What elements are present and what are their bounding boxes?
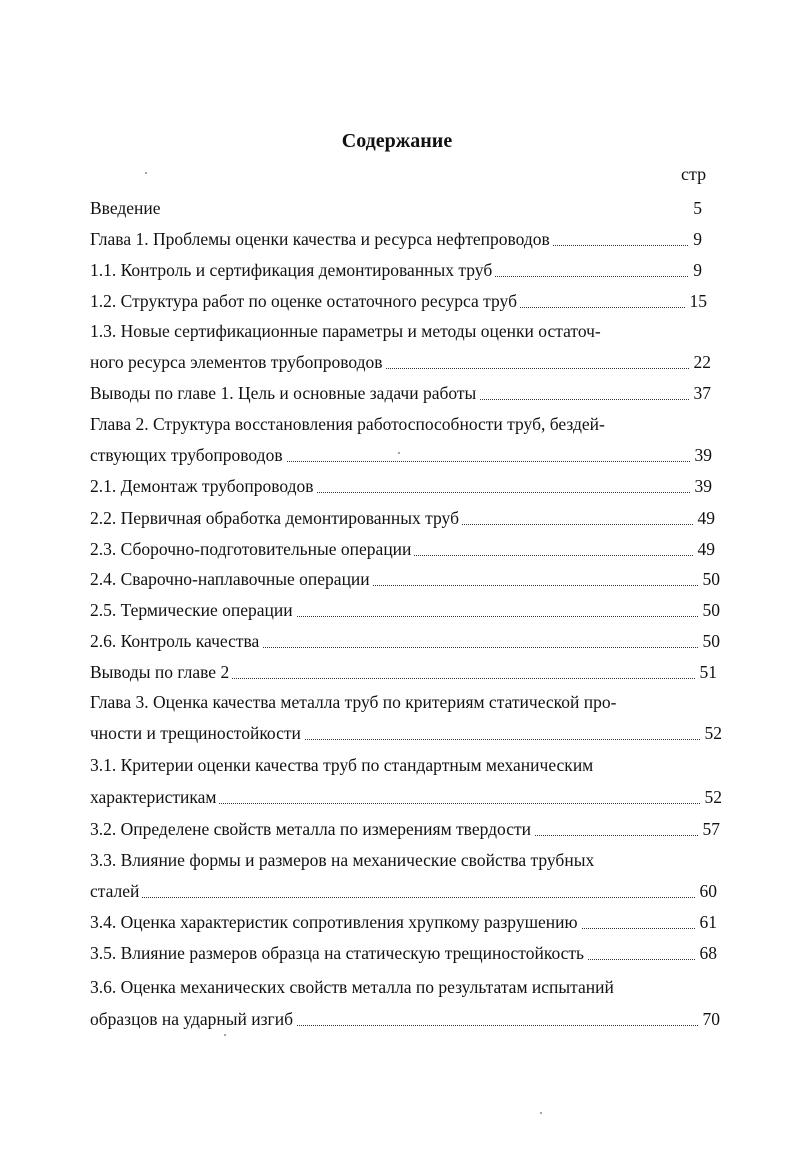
toc-entry-title: Выводы по главе 1. Цель и основные задачи работы (90, 381, 479, 405)
toc-entry-page: 22 (690, 350, 712, 374)
toc-entry-page: 15 (686, 289, 708, 313)
toc-entry-title: 1.1. Контроль и сертификация демонтированных труб (90, 258, 495, 282)
toc-entry-page: 50 (699, 629, 721, 653)
toc-entry-title: 1.2. Структура работ по оценке остаточного ресурса труб (90, 289, 520, 313)
scan-speck (540, 1112, 542, 1114)
toc-entry (90, 941, 717, 965)
toc-entry-title: Глава 1. Проблемы оценки качества и ресурса нефтепроводов (90, 227, 553, 251)
toc-entry-title: Введение (90, 196, 164, 220)
page-column-label: стр (681, 164, 707, 184)
toc-entry-title: 3.6. Оценка механических свойств металла по результатам испытаний (90, 975, 617, 999)
toc-entry-page: 51 (696, 660, 718, 684)
toc-entry-title: сталей (90, 879, 142, 903)
toc-entry (90, 629, 720, 653)
toc-entry-title: 2.4. Сварочно-наплавочные операции (90, 567, 373, 591)
toc-entry-page: 57 (699, 817, 721, 841)
toc-entry-page: 9 (689, 258, 702, 282)
toc-entry (90, 690, 718, 714)
toc-entry-page: 52 (701, 721, 723, 745)
toc-entry-title: ного ресурса элементов трубопроводов (90, 350, 386, 374)
toc-entry (90, 721, 722, 745)
toc-entry (90, 196, 702, 220)
toc-entry (90, 660, 717, 684)
toc-entry-page: 61 (696, 910, 718, 934)
toc-entry-title: Выводы по главе 2 (90, 660, 232, 684)
toc-entry-page: 60 (696, 879, 718, 903)
toc-entry-page: 37 (690, 381, 712, 405)
toc-entry-title: 1.3. Новые сертификационные параметры и методы оценки остаточ- (90, 319, 604, 343)
toc-entry (90, 350, 711, 374)
toc-entry (90, 848, 718, 872)
toc-entry-title: 2.5. Термические операции (90, 598, 296, 622)
toc-entry-page: 9 (689, 227, 702, 251)
toc-entry (90, 258, 702, 282)
toc-entry-title: чности и трещиностойкости (90, 721, 304, 745)
toc-entry (90, 506, 715, 530)
toc-entry (90, 785, 722, 809)
toc-entry-page: 50 (699, 598, 721, 622)
scan-speck (145, 172, 147, 174)
toc-entry (90, 227, 702, 251)
toc-entry-page: 68 (696, 941, 718, 965)
toc-entry (90, 443, 712, 467)
toc-entry-title: 3.2. Определене свойств металла по измерениям твердости (90, 817, 534, 841)
toc-entry (90, 975, 712, 999)
toc-entry-page: 39 (691, 443, 713, 467)
toc-entry-page: 49 (694, 537, 716, 561)
toc-entry-page: 5 (689, 196, 702, 220)
toc-entry (90, 567, 720, 591)
toc-entry-title: 3.1. Критерии оценки качества труб по стандартным механическим (90, 753, 596, 777)
toc-entry-title: 3.3. Влияние формы и размеров на механические свойства трубных (90, 848, 597, 872)
toc-entry (90, 474, 712, 498)
toc-entry (90, 289, 707, 313)
toc-entry-title: Глава 2. Структура восстановления работоспособности труб, бездей- (90, 412, 608, 436)
toc-entry-title: 3.5. Влияние размеров образца на статическую трещиностойкость (90, 941, 587, 965)
toc-entry (90, 879, 717, 903)
toc-entry-page: 70 (699, 1007, 721, 1031)
toc-entry-title: характеристикам (90, 785, 219, 809)
toc-entry-page: 52 (701, 785, 723, 809)
toc-entry (90, 412, 712, 436)
toc-entry-title: образцов на ударный изгиб (90, 1007, 296, 1031)
scan-speck (224, 1034, 226, 1036)
toc-leader-dots (90, 897, 717, 898)
toc-entry (90, 598, 720, 622)
toc-entry-title: Глава 3. Оценка качества металла труб по критериям статической про- (90, 690, 619, 714)
toc-entry (90, 381, 711, 405)
toc-entry (90, 319, 708, 343)
toc-entry-title: ствующих трубопроводов (90, 443, 286, 467)
toc-entry-page: 49 (694, 506, 716, 530)
toc-entry-title: 2.2. Первичная обработка демонтированных труб (90, 506, 462, 530)
toc-entry (90, 910, 717, 934)
scan-speck (398, 452, 400, 454)
toc-entry-page: 50 (699, 567, 721, 591)
toc-entry-title: 2.3. Сборочно-подготовительные операции (90, 537, 414, 561)
toc-entry (90, 753, 718, 777)
page-title: Содержание (341, 130, 453, 152)
toc-entry-title: 3.4. Оценка характеристик сопротивления хрупкому разрушению (90, 910, 581, 934)
toc-entry-title: 2.1. Демонтаж трубопроводов (90, 474, 317, 498)
toc-entry (90, 1007, 720, 1031)
toc-entry (90, 537, 715, 561)
toc-entry-title: 2.6. Контроль качества (90, 629, 262, 653)
toc-entry-page: 39 (691, 474, 713, 498)
toc-entry (90, 817, 720, 841)
